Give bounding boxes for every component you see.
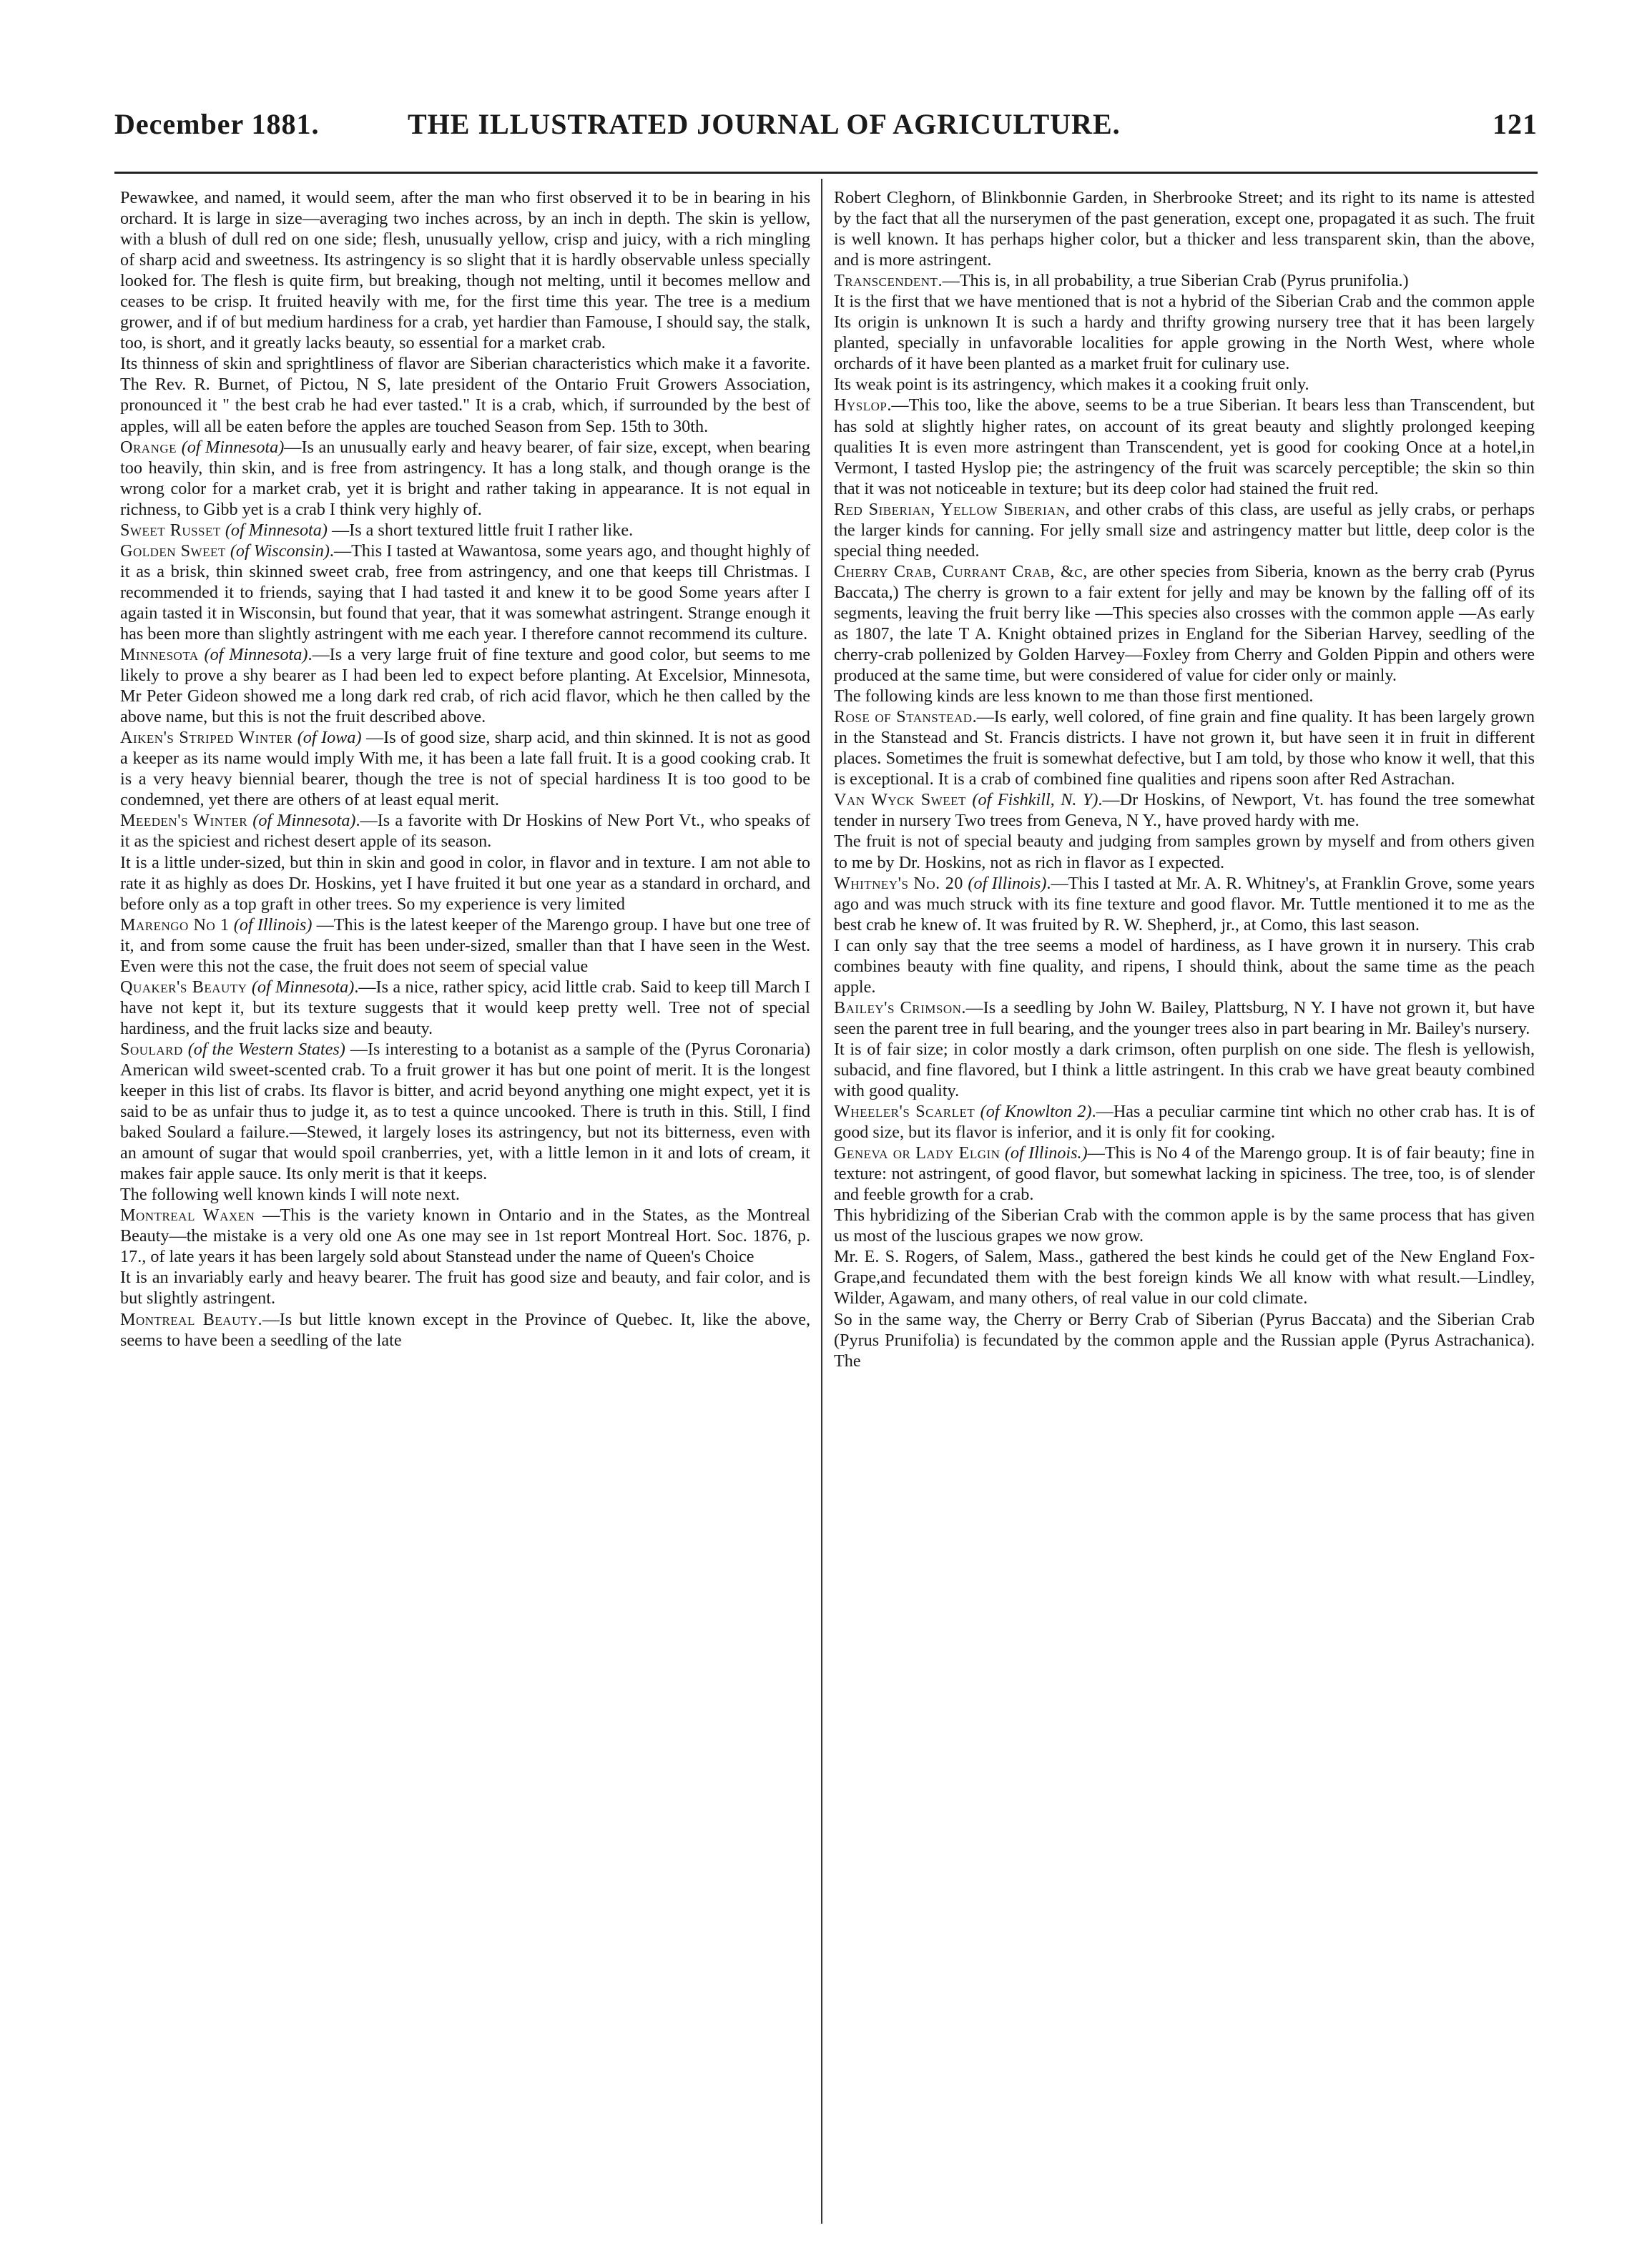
header-date: December 1881. (114, 108, 320, 140)
paragraph (834, 1246, 1535, 1308)
paragraph-text: .—This I tasted at Wawantosa, some years ago, and thought highly of it as a brisk, thin skinned sweet crab, free from astringency, and one that keeps till Christmas. I recommended it to friends, saying that I had tasted it and knew it to be good Some years after I again tasted it in Wisconsin, but found that year, that it was somewhat astringent. Strange enough it has been more than slightly astringent with me each year. I therefore cannot recommend its culture. (120, 541, 810, 644)
paragraph-text: .—Is but little known except in the Province of Quebec. It, like the above, seems to have been a seedling of the late (120, 1309, 810, 1350)
variety-origin: (of Knowlton 2) (980, 1102, 1092, 1122)
page-number: 121 (1493, 108, 1538, 140)
paragraph (120, 187, 810, 353)
variety-origin: (of Iowa) (297, 728, 362, 748)
paragraph-text: .—This I tasted at Mr. A. R. Whitney's, at Franklin Grove, some years ago and was much struck with its fine texture and good flavor. Mr. Tuttle mentioned it to me as the best crab he knew of. It was fruited by R. W. Shepherd, jr., at Como, this last season. (834, 873, 1535, 935)
paragraph (834, 686, 1535, 706)
variety-name: Rose of Stanstead (834, 707, 973, 727)
paragraph (120, 437, 810, 520)
variety-name: Red Siberian, Yellow Siberian (834, 499, 1066, 519)
paragraph (120, 353, 810, 436)
paragraph (834, 997, 1535, 1039)
variety-name: Meeden's Winter (120, 811, 248, 831)
variety-name: Quaker's Beauty (120, 977, 247, 997)
paragraph-text: .—Is a favorite with Dr Hoskins of New Port Vt., who speaks of it as the spiciest and richest desert apple of its season. (120, 811, 810, 852)
variety-name: Bailey's Crimson (834, 997, 962, 1017)
variety-origin: (of Minnesota) (252, 811, 356, 831)
paragraph-text: So in the same way, the Cherry or Berry Crab of Siberian (Pyrus Baccata) and the Siberian Crab (Pyrus Prunifolia) is fecundated by the common apple and the Russian apple (Pyrus Astrachanica). The (834, 1309, 1535, 1371)
variety-name: Montreal Beauty (120, 1309, 258, 1329)
paragraph (834, 1143, 1535, 1205)
paragraph-text: —Is an unusually early and heavy bearer, of fair size, except, when bearing too heavily, thin skin, and is free from astringency. It has a long stalk, and though orange is the wrong color for a market crab, yet it is bright and rather taking in appearance. It is not equal in richness, to Gibb yet is a crab I think very highly of. (120, 437, 810, 519)
paragraph (120, 644, 810, 727)
paragraph-text: This hybridizing of the Siberian Crab with the common apple is by the same process that has given us most of the luscious grapes we now grow. (834, 1206, 1535, 1246)
paragraph-text: .—Has a peculiar carmine tint which no other crab has. It is of good size, but its flavor is inferior, and it is only fit for cooking. (834, 1102, 1535, 1143)
paragraph-text: .—This too, like the above, seems to be a true Siberian. It bears less than Transcendent, but has sold at slightly higher rates, on account of its great beauty and slightly prolonged keeping qualities It is even more astringent than Transcendent, yet is good for cooking Once at a hotel,in Vermont, I tasted Hyslop pie; the astringency of the fruit was scarcely perceptible; the skin so thin that it was not noticeable in texture; but its deep color had stained the fruit red. (834, 395, 1535, 498)
paragraph-text: .—Is a very large fruit of fine texture and good color, but seems to me likely to prove a shy bearer as I had been led to expect before planting. At Excelsior, Minnesota, Mr Peter Gideon showed me a long dark red crab, of rich acid flavor, which he then called by the above name, but this is not the fruit described above. (120, 645, 810, 727)
variety-name: Cherry Crab, Currant Crab, &c (834, 561, 1083, 581)
paragraph (120, 1267, 810, 1308)
variety-origin: (of the Western States) (187, 1039, 345, 1059)
paragraph-text: —Is of good size, sharp acid, and thin skinned. It is not as good a keeper as its name would imply With me, it has been a late fall fruit. It is a good cooking crab. It is a very heavy biennial bearer, though the tree is not of special hardiness It is too good to be condemned, yet there are others of at least equal merit. (120, 728, 810, 810)
paragraph (120, 977, 810, 1039)
paragraph-text: Robert Cleghorn, of Blinkbonnie Garden, in Sherbrooke Street; and its right to its name is attested by the fact that all the nurserymen of the past generation, except one, propagated it as such. The fruit is well known. It has perhaps higher color, but a thicker and less transparent skin, than the above, and is more astringent. (834, 188, 1535, 270)
paragraph-text: .—Dr Hoskins, of Newport, Vt. has found the tree somewhat tender in nursery Two trees from Geneva, N Y., have proved hardy with me. (834, 790, 1535, 831)
page-header (114, 107, 1538, 157)
variety-name: Aiken's Striped Winter (120, 728, 293, 748)
paragraph (834, 873, 1535, 935)
paragraph-text: , and other crabs of this class, are useful as jelly crabs, or perhaps the larger kinds for canning. For jelly small size and astringency matter but little, deep color is the special thing needed. (834, 499, 1535, 561)
paragraph-text: It is a little under-sized, but thin in skin and good in color, in flavor and in texture. I am not able to rate it as highly as does Dr. Hoskins, yet I have fruited it but one year as a standard in orchard, and before only as a top graft in other trees. So my experience is very limited (120, 852, 810, 914)
variety-origin: (of Illinois) (233, 914, 313, 935)
paragraph (834, 499, 1535, 561)
paragraph-text: Mr. E. S. Rogers, of Salem, Mass., gathered the best kinds he could get of the New England Fox-Grape,and fecundated them with the best foreign kinds We all know with what result.—Lindley, Wilder, Agawam, and many others, of real value in our cold climate. (834, 1247, 1535, 1308)
paragraph (834, 1309, 1535, 1371)
column-divider (821, 179, 822, 2224)
variety-name: Transcendent (834, 271, 938, 291)
paragraph (834, 1039, 1535, 1101)
variety-origin: (of Minnesota) (181, 437, 285, 457)
paragraph (834, 1205, 1535, 1246)
paragraph-text: —Is a short textured little fruit I rather like. (327, 520, 634, 540)
paragraph (120, 810, 810, 852)
paragraph-text: The fruit is not of special beauty and judging from samples grown by myself and from others given to me by Dr. Hoskins, not as rich in flavor as I expected. (834, 832, 1535, 872)
paragraph (120, 520, 810, 541)
variety-name: Orange (120, 437, 177, 457)
paragraph-text: Pewawkee, and named, it would seem, after the man who first observed it to be in bearing in his orchard. It is large in size—averaging two inches across, by an inch in depth. The skin is yellow, with a blush of dull red on one side; flesh, unusually yellow, crisp and juicy, with a rich mingling of sharp acid and sweetness. Its astringency is so slight that it is hardly observable unless specially looked for. The flesh is quite firm, but breaking, though not melting, until it becomes mellow and ceases to be crisp. It fruited heavily with me, for the first time this year. The tree is a medium grower, and if of but medium hardiness for a crab, yet hardier than Famouse, I should say, the stalk, too, is short, and it greatly lacks beauty, so essential for a market crab. (120, 188, 810, 353)
variety-name: Marengo No 1 (120, 914, 230, 935)
paragraph-text: —This is the latest keeper of the Marengo group. I have but one tree of it, and from some cause the fruit has been under-sized, smaller than that I have seen in the West. Even were this not the case, the fruit does not seem of special value (120, 914, 810, 976)
paragraph-text: It is of fair size; in color mostly a dark crimson, often purplish on one side. The flesh is yellowish, subacid, and fine flavored, but I think a little astringent. In this crab we have great beauty combined with good quality. (834, 1039, 1535, 1101)
variety-origin: (of Wisconsin) (230, 541, 330, 561)
paragraph-text: It is the first that we have mentioned that is not a hybrid of the Siberian Crab and the common apple Its origin is unknown It is such a hardy and thrifty growing nursery tree that it has been largely planted, specially in unfavorable localities for apple growing in the North West, where whole orchards of it have been planted as a market fruit for culinary use. (834, 292, 1535, 374)
paragraph-text: The following kinds are less known to me than those first mentioned. (834, 686, 1314, 706)
variety-origin: (of Minnesota) (204, 645, 308, 665)
variety-name: Golden Sweet (120, 541, 226, 561)
variety-origin: (of Minnesota) (225, 520, 328, 540)
journal-title: THE ILLUSTRATED JOURNAL OF AGRICULTURE. (408, 108, 1121, 140)
paragraph (834, 1101, 1535, 1143)
paragraph (120, 1184, 810, 1205)
paragraph-text: —This is No 4 of the Marengo group. It is of fair beauty; fine in texture: not astringent, of good flavor, but somewhat lacking in spiciness. The tree, too, is of slender and feeble growth for a crab. (834, 1143, 1535, 1205)
paragraph-text: I can only say that the tree seems a model of hardiness, as I have grown it in nursery. This crab combines beauty with fine quality, and ripens, I should think, about the same time as the peach apple. (834, 935, 1535, 997)
variety-name: Whitney's No. 20 (834, 873, 963, 893)
paragraph (834, 270, 1535, 291)
paragraph (834, 395, 1535, 498)
paragraph-text: It is an invariably early and heavy bearer. The fruit has good size and beauty, and fair color, and is but slightly astringent. (120, 1268, 810, 1308)
variety-name: Wheeler's Scarlet (834, 1102, 975, 1122)
variety-origin: (of Fishkill, N. Y) (972, 790, 1098, 810)
variety-name: Minnesota (120, 645, 199, 665)
paragraph-text: —Is interesting to a botanist as a sample of the (Pyrus Coronaria) American wild sweet-scented crab. To a fruit grower it has but one point of merit. It is the longest keeper in this list of crabs. Its flavor is bitter, and acrid beyond anything one might expect, yet it is said to be as unfair thus to judge it, as to test a quince uncooked. There is truth in this. Still, I find baked Soulard a failure.—Stewed, it largely loses its astringency, but not its bitterness, even with an amount of sugar that would spoil cranberries, yet, with a little lemon in it and lots of cream, it makes fair apple sauce. Its only merit is that it keeps. (120, 1039, 810, 1184)
paragraph (120, 1309, 810, 1351)
paragraph-text: .—Is a seedling by John W. Bailey, Plattsburg, N Y. I have not grown it, but have seen the parent tree in full bearing, and the younger trees also in part bearing in Mr. Bailey's nursery. (834, 997, 1535, 1038)
variety-name: Montreal Waxen (120, 1206, 255, 1226)
variety-origin: (of Illinois) (968, 873, 1047, 893)
paragraph (834, 187, 1535, 270)
paragraph (120, 541, 810, 644)
paragraph (120, 1039, 810, 1184)
variety-origin: (of Minnesota) (251, 977, 355, 997)
variety-name: Van Wyck Sweet (834, 790, 966, 810)
paragraph-text: Its weak point is its astringency, which makes it a cooking fruit only. (834, 375, 1309, 395)
paragraph (834, 935, 1535, 997)
paragraph (834, 831, 1535, 872)
left-column (120, 187, 810, 2232)
variety-origin: (of Illinois.) (1004, 1143, 1088, 1163)
paragraph (120, 914, 810, 977)
paragraph (120, 852, 810, 914)
paragraph-text: The following well known kinds I will note next. (120, 1185, 460, 1205)
paragraph (834, 706, 1535, 789)
paragraph (834, 789, 1535, 831)
header-rule (114, 172, 1538, 174)
variety-name: Hyslop (834, 395, 888, 415)
variety-name: Soulard (120, 1039, 183, 1059)
paragraph (120, 1205, 810, 1267)
variety-name: Geneva or Lady Elgin (834, 1143, 1001, 1163)
variety-name: Sweet Russet (120, 520, 221, 540)
paragraph-text: .—This is, in all probability, a true Siberian Crab (Pyrus prunifolia.) (938, 271, 1409, 291)
paragraph-text: .—Is a nice, rather spicy, acid little crab. Said to keep till March I have not kept it, but its texture suggests that it would keep pretty well. Tree not of special hardiness, and the fruit lacks size and beauty. (120, 977, 810, 1038)
right-column (834, 187, 1535, 2232)
paragraph (834, 561, 1535, 686)
paragraph-text: Its thinness of skin and sprightliness of flavor are Siberian characteristics which make it a favorite. The Rev. R. Burnet, of Pictou, N S, late president of the Ontario Fruit Growers Association, pronounced it " the best crab he had ever tasted." It is a crab, which, if surrounded by the best of apples, will all be eaten before the apples are touched Season from Sep. 15th to 30th. (120, 354, 810, 436)
paragraph-text: —This is the variety known in Ontario and in the States, as the Montreal Beauty—the mistake is a very old one As one may see in 1st report Montreal Hort. Soc. 1876, p. 17., of late years it has been largely sold about Stanstead under the name of Queen's Choice (120, 1206, 810, 1267)
paragraph (120, 727, 810, 810)
paragraph (834, 291, 1535, 374)
paragraph-text: .—Is early, well colored, of fine grain and fine quality. It has been largely grown in the Stanstead and St. Francis districts. I have not grown it, but have seen it in fruit in different places. Sometimes the fruit is somewhat defective, but I am told, by those who know it well, that this is exceptional. It is a crab of combined fine qualities and ripens soon after Red Astrachan. (834, 707, 1535, 789)
paragraph-text: , are other species from Siberia, known as the berry crab (Pyrus Baccata,) The cherry is grown to a fair extent for jelly and may be known by the falling off of its segments, leaving the fruit berry like —This species also crosses with the common apple —As early as 1807, the late T A. Knight obtained prizes in England for the Siberian Harvey, seedling of the cherry-crab pollenized by Golden Harvey—Foxley from Cherry and Golden Pippin and others were produced at the same time, but were considered of value for cider only or mainly. (834, 561, 1535, 686)
paragraph (834, 374, 1535, 395)
